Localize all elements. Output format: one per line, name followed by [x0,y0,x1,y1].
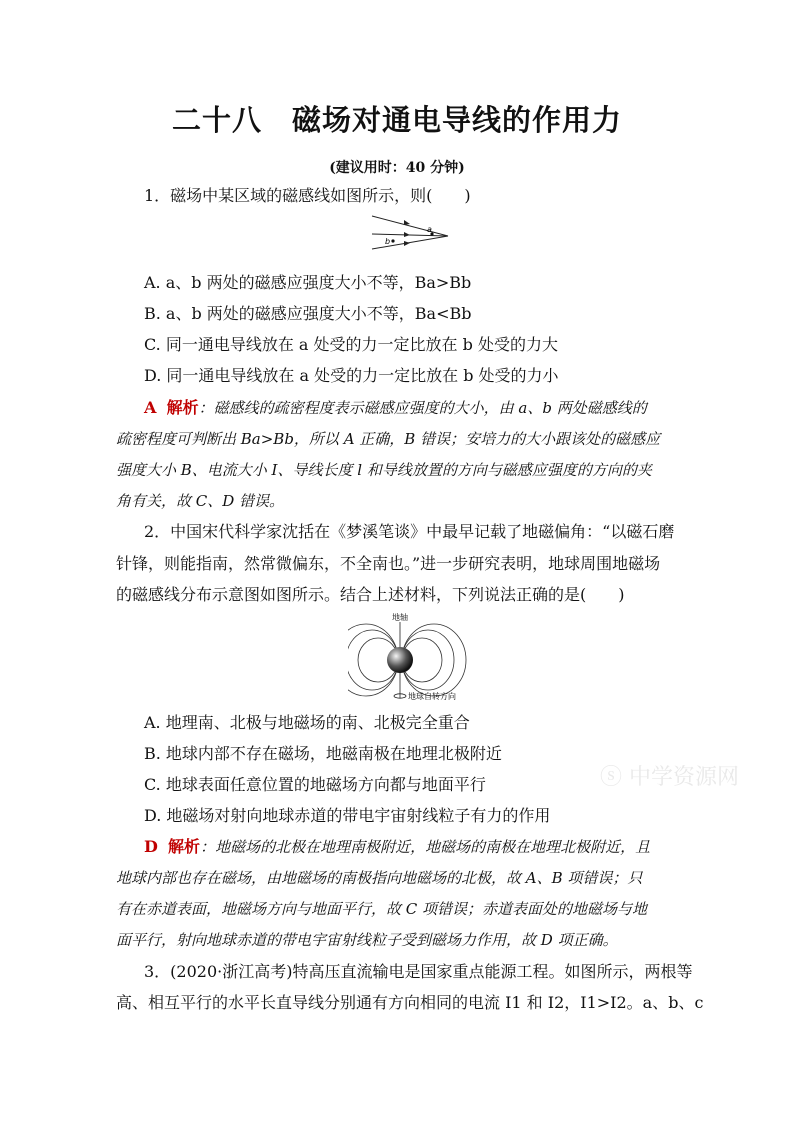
q1-stem: 1．磁场中某区域的磁感线如图所示，则( ) [144,186,471,205]
earth-globe [387,647,413,673]
q2-option-b: B. 地球内部不存在磁场，地磁南极在地理北极附近 [144,744,502,763]
q1-option-a: A. a、b 两处的磁感应强度大小不等，Ba>Bb [144,273,472,292]
point-b [391,239,394,242]
q2-stem-line3: 的磁感线分布示意图如图所示。结合上述材料，下列说法正确的是( ) [116,585,625,604]
q3-stem-line2: 高、相互平行的水平长直导线分别通有方向相同的电流 I1 和 I2，I1>I2。a、b、c [116,993,704,1012]
earth-rotation-label: 地球自转方向 [408,692,456,701]
q3-stem-line1: 3．(2020·浙江高考)特高压直流输电是国家重点能源工程。如图所示，两根等 [144,962,693,981]
q1-option-c: C. 同一通电导线放在 a 处受的力一定比放在 b 处受的力大 [144,335,558,354]
earth-axis-label: 地轴 [392,613,408,622]
q2-stem-line1: 2．中国宋代科学家沈括在《梦溪笔谈》中最早记载了地磁偏角：“以磁石磨 [144,522,675,541]
q1-option-d: D. 同一通电导线放在 a 处受的力一定比放在 b 处受的力小 [144,366,559,385]
q2-explanation-line4: 面平行，射向地球赤道的带电宇宙射线粒子受到磁场力作用，故 D 项正确。 [116,931,618,949]
q2-answer: D [144,837,158,856]
page-title: 二十八 磁场对通电导线的作用力 [171,103,622,137]
q1-explanation-line1: A 解析：磁感线的疏密程度表示磁感应强度的大小，由 a、b 两处磁感线的 [144,398,647,417]
suggested-time: (建议用时：40 分钟) [329,160,465,176]
label-b: b [385,237,391,246]
watermark: ⓢ 中学资源网 [600,765,739,790]
q1-field-lines-figure [370,212,452,252]
field-line-top [372,216,448,236]
q1-explanation-line3: 强度大小 B、电流大小 I、导线长度 l 和导线放置的方向与磁感应强度的方向的夹 [116,461,652,479]
q1-answer: A [144,398,157,417]
q1-option-b: B. a、b 两处的磁感应强度大小不等，Ba<Bb [144,304,472,323]
q2-option-a: A. 地理南、北极与地磁场的南、北极完全重合 [144,713,470,732]
arrow-icon [404,220,410,225]
q1-explanation-line4: 角有关，故 C、D 错误。 [116,492,285,510]
q2-option-d: D. 地磁场对射向地球赤道的带电宇宙射线粒子有力的作用 [144,806,551,825]
q2-explanation-line3: 有在赤道表面，地磁场方向与地面平行，故 C 项错误；赤道表面处的地磁场与地 [116,900,648,918]
label-a: a [427,225,432,234]
arrow-icon [404,241,410,246]
field-line-bottom [372,236,448,249]
q1-explanation-label: 解析 [166,398,199,417]
q2-explanation-label: 解析 [168,837,201,856]
q2-earth-magnetic-field-figure [348,610,478,705]
q2-explanation-line1: D 解析：地磁场的北极在地理南极附近，地磁场的南极在地理北极附近，且 [144,837,651,856]
q2-stem-line2: 针锋，则能指南，然常微偏东，不全南也。”进一步研究表明，地球周围地磁场 [116,554,661,573]
q2-explanation-line2: 地球内部也存在磁场，由地磁场的南极指向地磁场的北极，故 A、B 项错误；只 [116,869,643,887]
q1-explanation-line2: 疏密程度可判断出 Ba>Bb，所以 A 正确，B 错误；安培力的大小跟该处的磁感应 [116,430,661,448]
q2-option-c: C. 地球表面任意位置的地磁场方向都与地面平行 [144,775,486,794]
